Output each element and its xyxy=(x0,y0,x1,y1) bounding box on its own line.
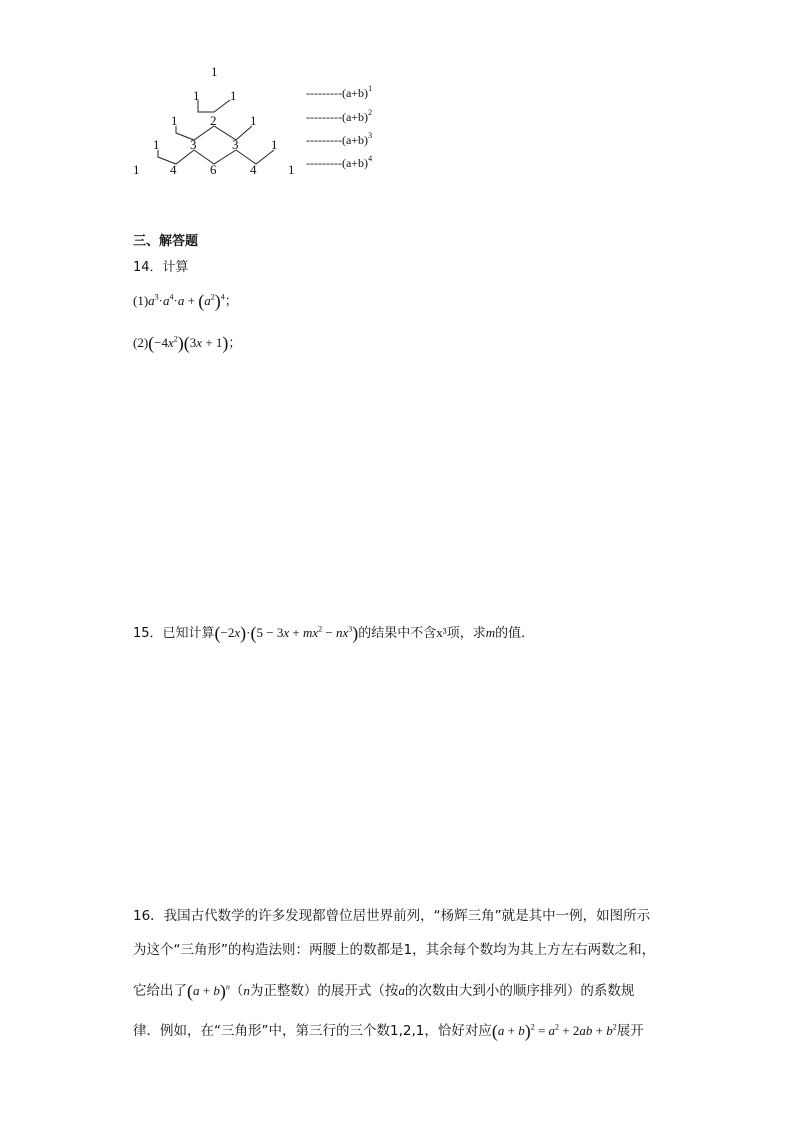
power-label: $---------(a+b)^4$ xyxy=(306,154,373,170)
q14-part2: $(2)(-4x^2)(3x + 1)$； xyxy=(133,333,242,353)
q14-title: 14．计算 xyxy=(133,260,189,275)
triangle-cell: 1 xyxy=(211,64,218,79)
q14-part1: $(1)a^3\cdot a^4\cdot a + (a^2)^4$； xyxy=(133,291,238,311)
power-label: $---------(a+b)^3$ xyxy=(306,131,373,147)
triangle-cell: 1 xyxy=(250,113,257,128)
triangle-connectors xyxy=(0,0,330,185)
triangle-cell: 1 xyxy=(271,137,278,152)
triangle-cell: 1 xyxy=(193,88,200,103)
q16-line3: 它给出了$(a + b)^n(n$为正整数）的展开式（按a的次数由大到小的顺序排列）的系数规 xyxy=(133,981,635,1001)
triangle-cell: 6 xyxy=(210,162,217,177)
triangle-cell: 2 xyxy=(210,113,217,128)
q16-line2: 为这个“三角形”的构造法则：两腰上的数都是1，其余每个数均为其上方左右两数之和， xyxy=(133,942,656,958)
power-label: $---------(a+b)^2$ xyxy=(306,108,373,124)
triangle-cell: 3 xyxy=(190,137,197,152)
q16-line4: 律．例如，在“三角形”中，第三行的三个数1,2,1，恰好对应$(a + b)^2 = a^2 + 2ab + b^2$展开 xyxy=(133,1021,644,1041)
triangle-cell: 3 xyxy=(232,137,239,152)
q16-line1: 16．我国古代数学的许多发现都曾位居世界前列，“杨辉三角”就是其中一例，如图所示 xyxy=(133,908,651,924)
triangle-cell: 1 xyxy=(133,162,140,177)
q15-text: 15．已知计算$(-2x)\cdot(5 - 3x + mx^2 - nx^3)$的结果中不含x³项，求m的值． xyxy=(133,623,535,643)
triangle-cell: 1 xyxy=(288,162,295,177)
section-title: 三、解答题 xyxy=(133,234,199,249)
triangle-cell: 1 xyxy=(230,88,237,103)
triangle-cell: 1 xyxy=(153,137,160,152)
triangle-cell: 4 xyxy=(250,162,257,177)
triangle-cell: 4 xyxy=(170,162,177,177)
triangle-cell: 1 xyxy=(171,113,178,128)
power-label: $---------(a+b)^1$ xyxy=(306,84,373,100)
